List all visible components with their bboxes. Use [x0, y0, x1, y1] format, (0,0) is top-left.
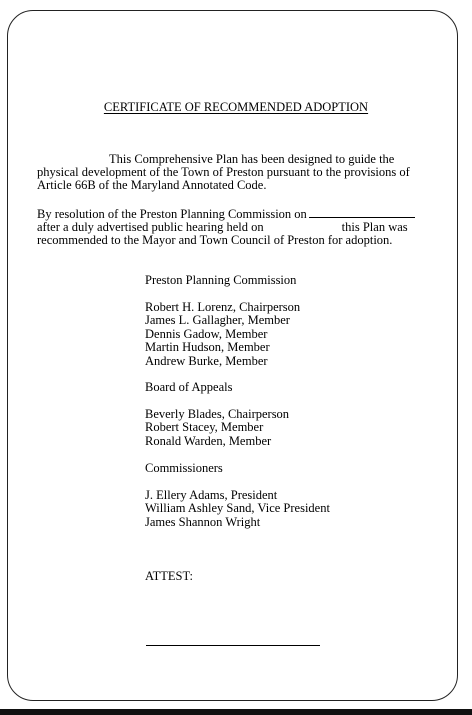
list-item: James L. Gallagher, Member: [145, 313, 290, 328]
resolution-text-part3: this Plan was recommended to the Mayor and Town Council of Preston for adoption.: [37, 220, 408, 248]
attest-section: [145, 570, 445, 583]
list-item: Ronald Warden, Member: [145, 433, 272, 448]
list-item: Andrew Burke, Member: [145, 353, 268, 368]
list-item: J. Ellery Adams, President: [145, 488, 278, 502]
list-item: Robert Stacey, Member: [145, 420, 264, 435]
planning-commission-heading: Preston Planning Commission: [145, 273, 297, 287]
signature-line: [146, 645, 320, 646]
list-item: James Shannon Wright: [145, 514, 261, 529]
list-item: Dennis Gadow, Member: [145, 326, 268, 341]
planning-commission-members: [145, 301, 445, 368]
board-of-appeals-heading: Board of Appeals: [145, 380, 233, 394]
resolution-text-part1: By resolution of the Preston Planning Commission on: [37, 207, 307, 221]
list-item: Martin Hudson, Member: [145, 340, 270, 355]
resolution-paragraph: [37, 208, 437, 248]
purpose-paragraph: [37, 153, 437, 193]
bottom-edge-bar: [0, 709, 472, 715]
list-item: William Ashley Sand, Vice President: [145, 501, 330, 516]
certificate-title: CERTIFICATE OF RECOMMENDED ADOPTION: [103, 100, 369, 114]
commissioners-members: [145, 489, 445, 529]
board-of-appeals-members: [145, 408, 445, 448]
list-item: Beverly Blades, Chairperson: [145, 407, 290, 421]
resolution-text-part2: after a duly advertised public hearing held on: [37, 220, 264, 235]
commissioners-section: [145, 462, 445, 475]
list-item: Robert H. Lorenz, Chairperson: [145, 300, 301, 314]
planning-commission-section: [145, 274, 445, 287]
purpose-text: This Comprehensive Plan has been designed to guide the physical development of the Town of Preston pursuant to the provisions of Article 66B of the Maryland Annotated Code.: [37, 152, 410, 193]
resolution-date-blank: [309, 208, 415, 218]
attest-label: ATTEST:: [145, 569, 193, 583]
board-of-appeals-section: [145, 381, 445, 394]
commissioners-heading: Commissioners: [145, 461, 223, 475]
